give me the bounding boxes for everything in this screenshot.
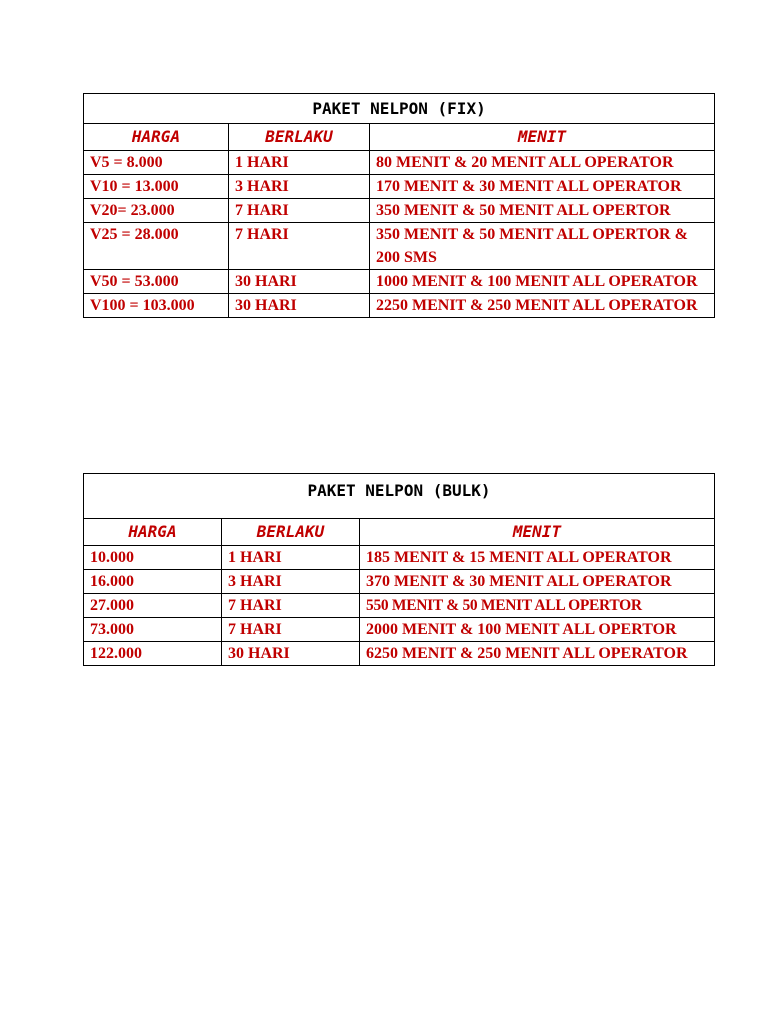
harga-cell: V100 = 103.000 <box>84 294 229 318</box>
table-row <box>84 294 715 318</box>
menit-cell: 170 MENIT & 30 MENIT ALL OPERATOR <box>370 175 715 199</box>
table-row <box>84 175 715 199</box>
table-row <box>84 546 715 570</box>
berlaku-cell: 7 HARI <box>222 594 360 618</box>
bulk-table-title: PAKET NELPON (BULK) <box>84 474 715 519</box>
menit-cell: 350 MENIT & 50 MENIT ALL OPERTOR <box>370 199 715 223</box>
berlaku-cell: 7 HARI <box>229 223 370 270</box>
table-row <box>84 151 715 175</box>
harga-cell: V50 = 53.000 <box>84 270 229 294</box>
fix-header-row <box>84 124 715 151</box>
fix-table-title: PAKET NELPON (FIX) <box>84 94 715 124</box>
fix-header-menit: MENIT <box>370 124 715 151</box>
fix-header-harga: HARGA <box>84 124 229 151</box>
harga-cell: 10.000 <box>84 546 222 570</box>
table-row <box>84 223 715 270</box>
menit-cell: 6250 MENIT & 250 MENIT ALL OPERATOR <box>360 642 715 666</box>
table-row <box>84 594 715 618</box>
bulk-header-berlaku: BERLAKU <box>222 519 360 546</box>
bulk-header-harga: HARGA <box>84 519 222 546</box>
berlaku-cell: 30 HARI <box>229 270 370 294</box>
menit-cell: 350 MENIT & 50 MENIT ALL OPERTOR & 200 SMS <box>370 223 715 270</box>
berlaku-cell: 1 HARI <box>222 546 360 570</box>
bulk-title-row <box>84 474 715 519</box>
menit-cell: 80 MENIT & 20 MENIT ALL OPERATOR <box>370 151 715 175</box>
berlaku-cell: 1 HARI <box>229 151 370 175</box>
menit-cell: 2250 MENIT & 250 MENIT ALL OPERATOR <box>370 294 715 318</box>
menit-cell: 370 MENIT & 30 MENIT ALL OPERATOR <box>360 570 715 594</box>
bulk-header-menit: MENIT <box>360 519 715 546</box>
fix-title-row <box>84 94 715 124</box>
menit-cell: 185 MENIT & 15 MENIT ALL OPERATOR <box>360 546 715 570</box>
table-row <box>84 270 715 294</box>
harga-cell: 122.000 <box>84 642 222 666</box>
harga-cell: V25 = 28.000 <box>84 223 229 270</box>
table-row <box>84 199 715 223</box>
berlaku-cell: 7 HARI <box>222 618 360 642</box>
harga-cell: V5 = 8.000 <box>84 151 229 175</box>
table-row <box>84 642 715 666</box>
menit-cell: 1000 MENIT & 100 MENIT ALL OPERATOR <box>370 270 715 294</box>
bulk-header-row <box>84 519 715 546</box>
berlaku-cell: 30 HARI <box>222 642 360 666</box>
menit-cell: 550 MENIT & 50 MENIT ALL OPERTOR <box>360 594 715 618</box>
table-row <box>84 570 715 594</box>
harga-cell: 16.000 <box>84 570 222 594</box>
berlaku-cell: 30 HARI <box>229 294 370 318</box>
harga-cell: V20= 23.000 <box>84 199 229 223</box>
berlaku-cell: 3 HARI <box>222 570 360 594</box>
fix-package-table <box>83 93 715 318</box>
menit-cell: 2000 MENIT & 100 MENIT ALL OPERTOR <box>360 618 715 642</box>
table-row <box>84 618 715 642</box>
bulk-package-table <box>83 473 715 666</box>
harga-cell: 27.000 <box>84 594 222 618</box>
harga-cell: 73.000 <box>84 618 222 642</box>
berlaku-cell: 3 HARI <box>229 175 370 199</box>
berlaku-cell: 7 HARI <box>229 199 370 223</box>
fix-header-berlaku: BERLAKU <box>229 124 370 151</box>
harga-cell: V10 = 13.000 <box>84 175 229 199</box>
